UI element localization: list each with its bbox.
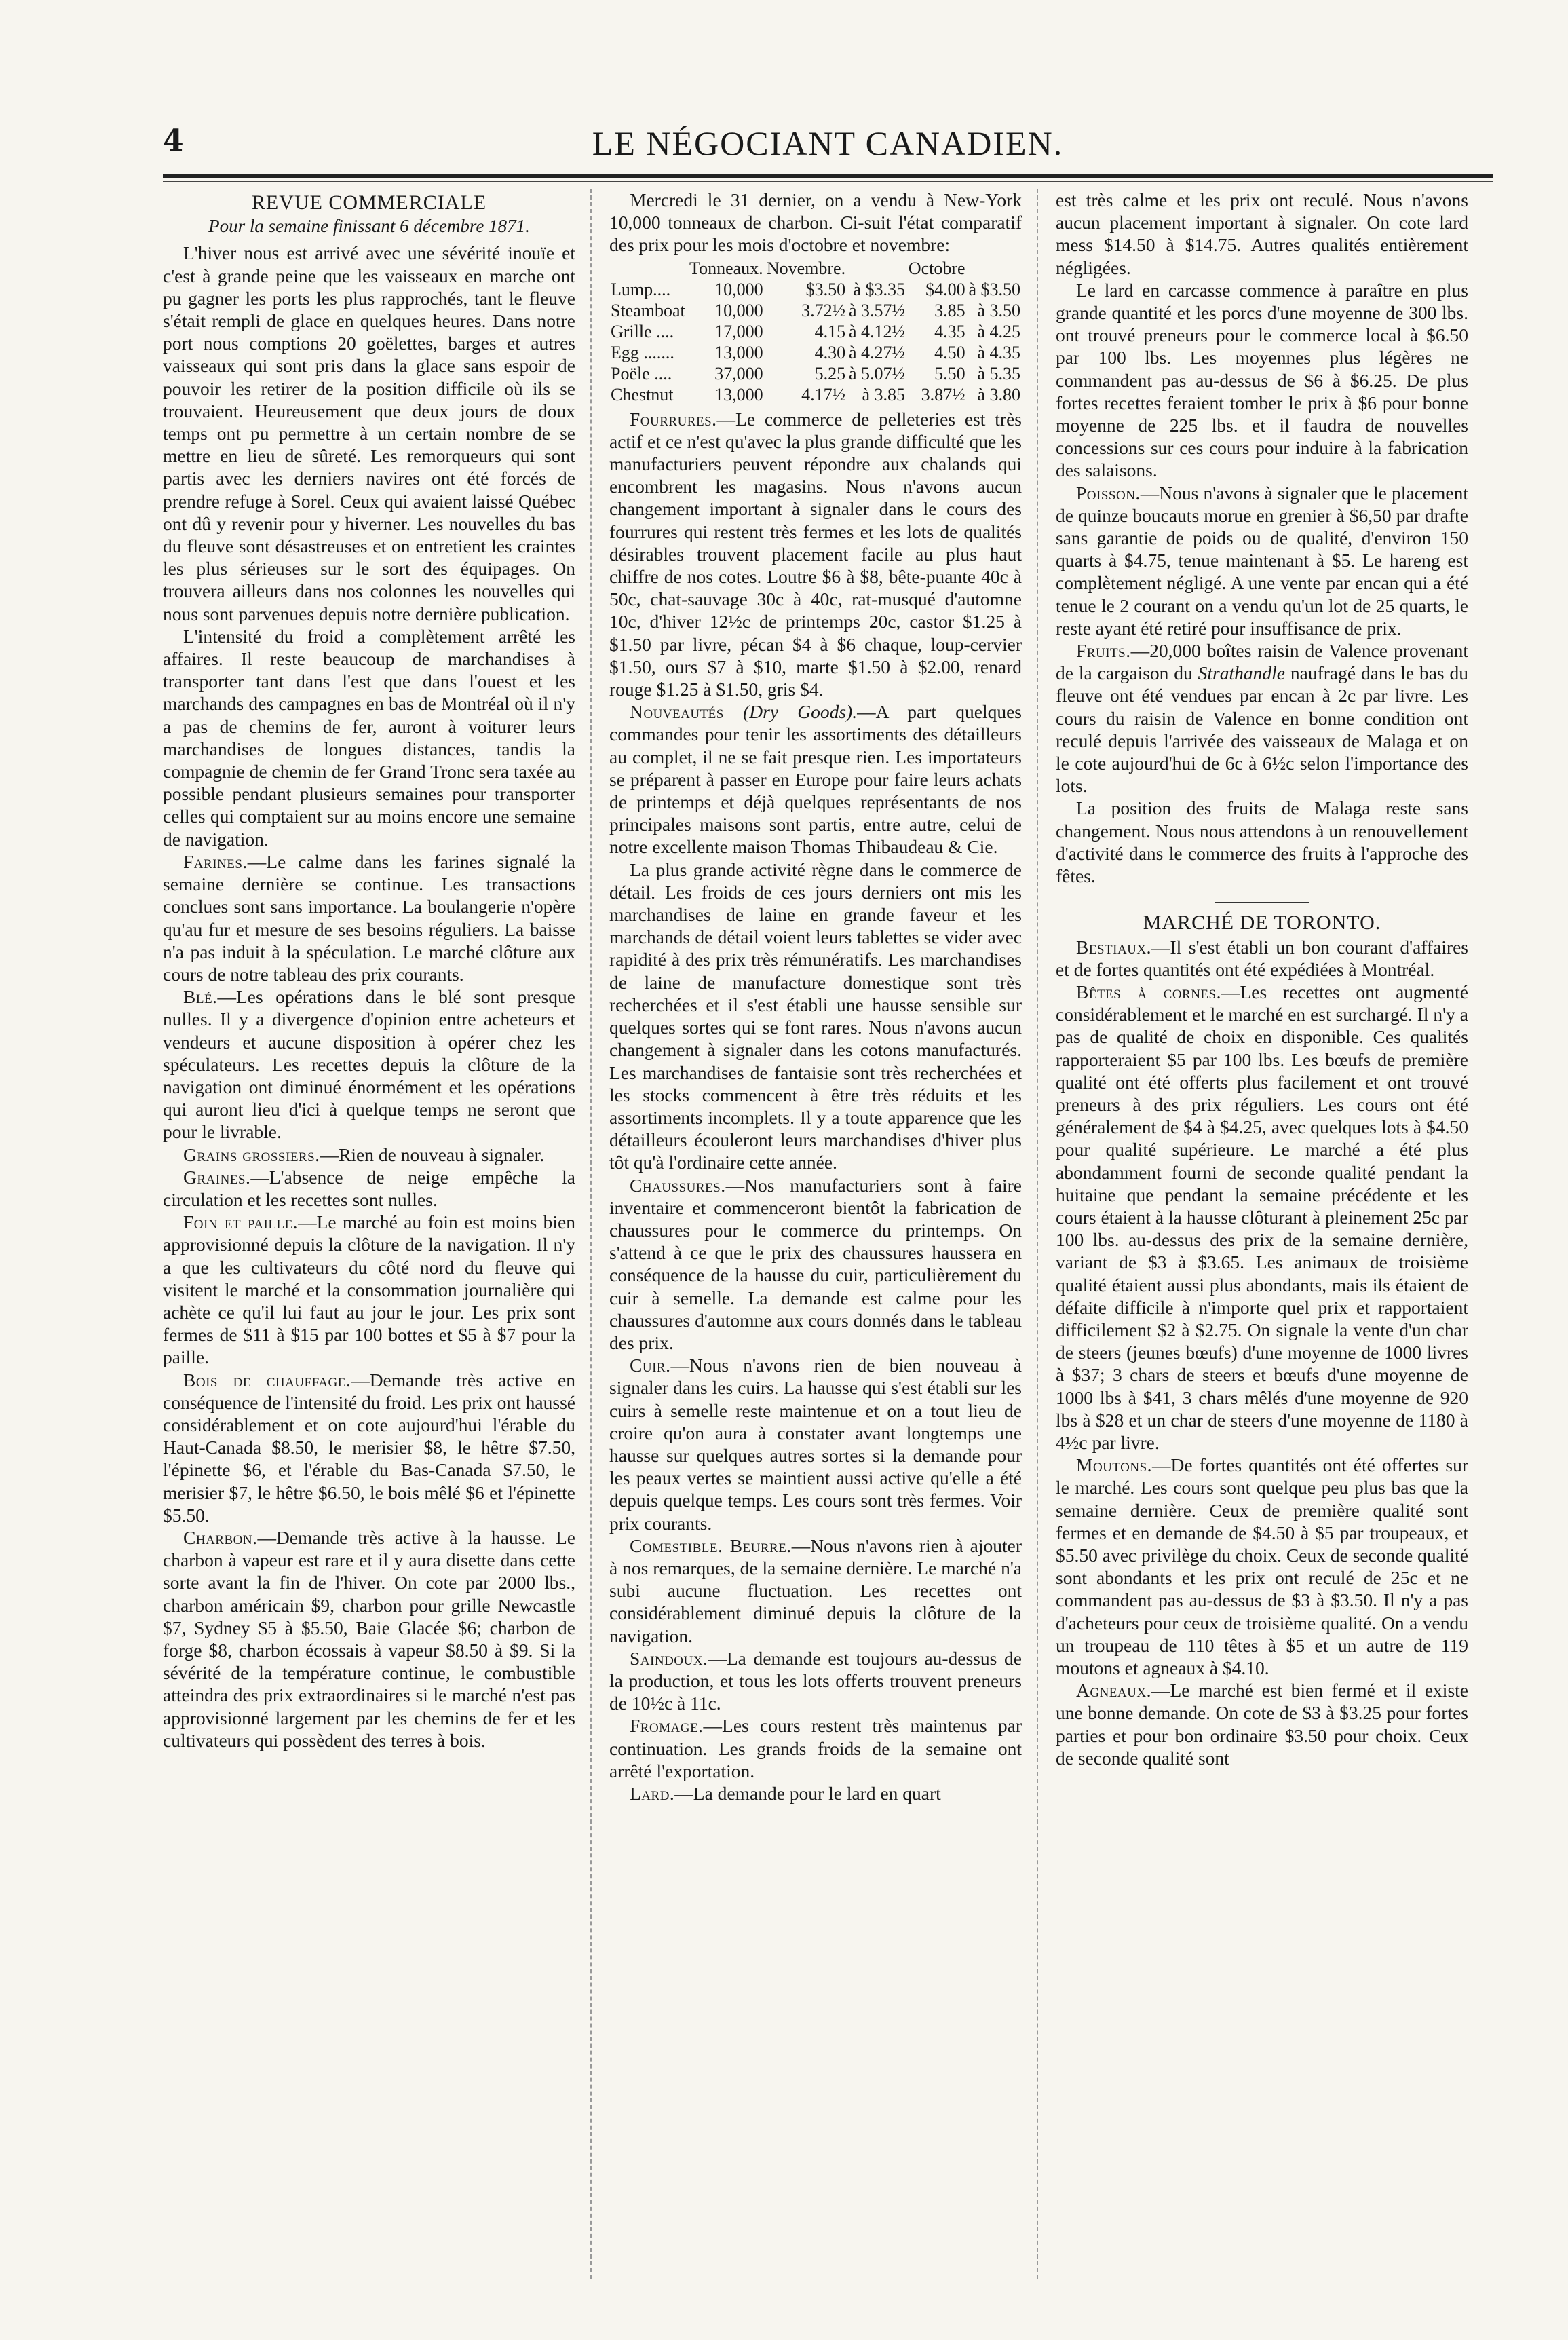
paragraph-bestiaux <box>1056 936 1468 981</box>
paragraph-text: —A part quelques commandes pour tenir les assortiments des détailleurs au complet, il ne se fait presque rien. Les importateurs se préparent à passer en Europe pour faire leurs achats de printemps et déjà quelques représentants de nos principales maisons sont partis, entre autre, celui de notre excellente maison Thomas Thibaudeau & Cie. <box>609 701 1022 858</box>
paragraph-text: —Demande très active à la hausse. Le charbon à vapeur est rare et il y aura disette dans cette sorte avant la fin de l'hiver. On cote par 2000 lbs., charbon américain $9, charbon pour grille Newcastle $7, Sydney $5 à $5.50, Baie Glacée $6; charbon de forge $8, charbon écossais à vapeur $8.50 à $9. Si la sévérité de la température continue, le combustible atteindra des prix extraordinaires si le marché n'est pas approvisionné largement par les chemins de fer et les cultivateurs qui possèdent des terres à bois. <box>163 1526 575 1751</box>
table-cell: à 3.80 <box>977 384 1020 404</box>
table-cell: Egg ....... <box>611 342 674 362</box>
paragraph: La plus grande activité règne dans le commerce de détail. Les froids de ces jours derniers ont mis les marchandises de laine en grande faveur et les marchands de détail voient leurs tablettes se vider avec rapidité à des prix très rémunératifs. Les marchandises de laine de manufacture domestique sont très recherchées et il s'est établi une hausse sensible sur quelques sortes qui se font rares. Nous n'avons aucun changement à signaler dans les cotons manufacturés. Les marchandises de fantaisie sont très recherchées et les stocks commencent à être très réduits et les assortiments incomplets. Il y a toute apparence que les détailleurs écouleront leurs marchandises d'hiver plus tôt qu'à l'ordinaire cette année. <box>609 858 1022 1173</box>
paragraph-farines <box>163 850 575 985</box>
paragraph-fromage <box>609 1714 1022 1782</box>
rubric-label: Moutons. <box>1076 1454 1153 1476</box>
table-cell: à 4.12½ <box>848 321 905 341</box>
rubric-label: Lard. <box>630 1783 675 1804</box>
rubric-label: Grains grossiers. <box>183 1144 320 1165</box>
table-cell: 10,000 <box>714 279 763 299</box>
table-cell: à 5.07½ <box>848 363 905 383</box>
rubric-label: Graines. <box>183 1166 251 1188</box>
paragraph: Mercredi le 31 dernier, on a vendu à New-York 10,000 tonneaux de charbon. Ci-suit l'état comparatif des prix pour les mois d'octobre et novembre: <box>609 189 1022 256</box>
rubric-label: Chaussures. <box>630 1174 726 1196</box>
table-cell: 4.15 <box>814 321 846 341</box>
ship-name: Strathandle <box>1198 662 1286 684</box>
rubric-label: Blé. <box>183 986 218 1008</box>
table-cell: 37,000 <box>714 363 763 383</box>
table-cell: à 3.57½ <box>848 300 905 320</box>
paragraph-fourrures <box>609 408 1022 701</box>
article-column-3 <box>1056 189 1468 2292</box>
table-header-cell: Tonneaux. <box>689 258 763 278</box>
paragraph-grains <box>163 1144 575 1166</box>
table-cell: Lump.... <box>611 279 671 299</box>
paragraph-cuir <box>609 1354 1022 1534</box>
rubric-label: Bois de chauffage. <box>183 1369 351 1391</box>
rubric-label: Charbon. <box>183 1526 258 1548</box>
rubric-label: Farines. <box>183 850 248 872</box>
table-cell: Chestnut <box>611 384 674 404</box>
table-cell: 5.50 <box>934 363 965 383</box>
table-header-cell <box>967 258 1022 279</box>
paragraph-fruits <box>1056 639 1468 797</box>
table-cell: à $3.50 <box>968 279 1020 299</box>
paragraph-moutons <box>1056 1454 1468 1679</box>
article-subtitle: Pour la semaine finissant 6 décembre 1871. <box>208 216 530 237</box>
article-column-1 <box>163 189 575 2292</box>
paragraph-text: naufragé dans le bas du fleuve ont été vendues par encan à 2c par livre. Les cours du raisin de Valence en bonne condition ont reculé depuis l'arrivée des vaisseaux de Malaga et on le cote aujourd'hui de 6c à 6½c selon l'importance des lots. <box>1056 662 1468 797</box>
paragraph-text: —Nos manufacturiers sont à faire inventaire et commenceront bientôt la fabrication de chaussures pour le commerce du printemps. On s'attend à ce que le prix des chaussures haussera en conséquence de la hausse du cuir, particulièrement du cuir à semelle. La demande est calme pour les chaussures d'automne aux cours donnés dans le tableau des prix. <box>609 1174 1022 1353</box>
paragraph-text: —Le marché est bien fermé et il existe une bonne demande. On cote de $3 à $3.25 pour fortes parties et pour bon ordinaire $3.50 pour choix. Ceux de seconde qualité sont <box>1056 1680 1468 1769</box>
paragraph-text: —Nous n'avons rien à ajouter à nos remarques, de la semaine dernière. Le marché n'a subi aucune fluctuation. Les recettes ont considérablement diminué depuis la clôture de la navigation. <box>609 1534 1022 1646</box>
paragraph-text: —Les opérations dans le blé sont presque nulles. Il y a divergence d'opinion entre acheteurs et vendeurs et aucune disposition à opérer chez les spéculateurs. Les recettes depuis la clôture de la navigation ont diminué énormément et les opérations qui auront lieu d'ici à quelque temps ne seront que pour le livrable. <box>163 986 575 1143</box>
article-column-2 <box>609 189 1022 2292</box>
paragraph-text: —Il s'est établi un bon courant d'affaires et de fortes quantités ont été expédiées à Montréal. <box>1056 936 1468 980</box>
paragraph-agneaux <box>1056 1679 1468 1769</box>
rubric-label-italic: (Dry Goods). <box>743 701 858 723</box>
table-cell: 13,000 <box>714 342 763 362</box>
table-header-cell <box>847 258 906 279</box>
paragraph-nouveautes <box>609 700 1022 858</box>
paragraph: L'hiver nous est arrivé avec une sévérité inouïe et c'est à grande peine que les vaisseaux en marche ont pu gagner les ports les plus rapprochés, tant le fleuve s'était rempli de glace en quelques heures. Dans notre port nous comptions 20 goëlettes, barges et autres vaisseaux qui sont pris dans la glace sans espoir de pouvoir les retirer de la position difficile où ils se trouvaient. Heureusement que deux jours de doux temps ont pu permettre à un certain nombre de se mettre en lieu de sûreté. Les remorqueurs qui sont partis avec les derniers navires ont été forcés de prendre refuge à Sorel. Ceux qui avaient laissé Québec ont dû y revenir pour y hiverner. Les nouvelles du bas du fleuve sont désastreuses et on entretient les craintes les plus sérieuses sur le sort des équipages. On trouvera ailleurs dans nos colonnes les nouvelles qui nous sont parvenues depuis notre dernière publication. <box>163 242 575 624</box>
paragraph-ble <box>163 985 575 1143</box>
rubric-label: Comestible. Beurre. <box>630 1534 792 1556</box>
table-header-cell: Novembre. <box>766 258 846 278</box>
table-cell: 3.72½ <box>801 300 846 320</box>
column-divider <box>1037 189 1038 2279</box>
paragraph: La position des fruits de Malaga reste sans changement. Nous nous attendons à un renouvellement d'activité dans le commerce des fruits à l'approche des fêtes. <box>1056 797 1468 887</box>
table-cell: 17,000 <box>714 321 763 341</box>
table-cell: Steamboat <box>611 300 685 320</box>
rubric-label: Fourrures. <box>630 408 717 430</box>
paragraph-betes <box>1056 981 1468 1454</box>
paragraph-graines <box>163 1166 575 1211</box>
paragraph-text: —Les recettes ont augmenté considérablement et le marché en est surchargé. Il n'y a pas de qualité de choix en disponible. Ces qualités rapporteraient $5 par 100 lbs. Les bœufs de première qualité ont été offerts plus facilement et ont trouvé preneurs à des prix réguliers. Les cours ont été généralement de $4 à $4.25, avec quelques lots à $4.50 pour qualité supérieure. Le marché a été plus abondamment fourni de seconde qualité pendant la huitaine que pendant la semaine précédente et les cours étaient à la hausse clôturant à pleinement 25c par 100 lbs. au-dessus des prix de la semaine dernière, variant de $3 à $3.65. Les animaux de troisième qualité étaient aussi plus abondants, mais ils étaient de défaite difficile à n'importe quel prix et rapportaient difficilement $2 à $2.75. On signale la vente d'un char de steers (jeunes bœufs) d'une moyenne de 1000 livres à $37; 3 chars de steers et bœufs d'une moyenne de 1000 lbs à $41, 3 chars mêlés d'une moyenne de 920 lbs à $28 et un char de steers d'une moyenne de 1180 à 4½c par livre. <box>1056 981 1468 1453</box>
coal-price-table <box>609 258 1022 405</box>
table-cell: à 4.27½ <box>848 342 905 362</box>
table-cell: à 4.25 <box>977 321 1020 341</box>
paragraph-comestible <box>609 1534 1022 1647</box>
header-rule-thick <box>163 174 1493 178</box>
table-cell: 4.30 <box>814 342 846 362</box>
table-header-cell <box>609 258 687 279</box>
paragraph-chaussures <box>609 1174 1022 1355</box>
paragraph-text: —La demande pour le lard en quart <box>674 1783 941 1804</box>
article-title: REVUE COMMERCIALE <box>251 191 487 214</box>
header-rule-thin <box>163 181 1493 182</box>
paragraph-text: —Nous n'avons à signaler que le placement de quinze boucauts morue en grenier à $6,50 par drafte sans garantie de poids ou de qualité, d'environ 150 quarts à $4.75, tenue maintenant à $5. Le hareng est complètement négligé. A une vente par encan qui a été tenue le 2 courant on a vendu qu'un lot de 25 quarts, le reste ayant été retiré pour insuffisance de prix. <box>1056 482 1468 639</box>
section-title: MARCHÉ DE TORONTO. <box>1143 911 1381 935</box>
table-cell: 4.50 <box>934 342 965 362</box>
table-cell: 4.35 <box>934 321 965 341</box>
paragraph-text: —20,000 boîtes raisin de Valence provenant de la cargaison du <box>1056 640 1468 684</box>
table-cell: Poële .... <box>611 363 672 383</box>
table-cell: à $3.35 <box>853 279 905 299</box>
table-row <box>609 300 1022 321</box>
rubric-label: Poisson. <box>1076 482 1141 504</box>
table-cell: à 5.35 <box>977 363 1020 383</box>
column-divider <box>590 189 592 2279</box>
table-cell: à 4.35 <box>977 342 1020 362</box>
rubric-label: Fromage. <box>630 1715 704 1737</box>
table-row <box>609 342 1022 363</box>
paragraph-text: —Le commerce de pelleteries est très actif et ce n'est qu'avec la plus grande difficulté que les manufacturiers peuvent répondre aux chalands qui encombrent les magasins. Nous n'avons aucun changement important à signaler dans le cours des fourrures qui restent très fermes et les lots de qualités désirables trouvent placement facile au plus haut chiffre de nos cotes. Loutre $6 à $8, bête-puante 40c à 50c, chat-sauvage 30c à 40c, rat-musqué d'automne 10c, d'hiver 12½c de printemps 20c, castor $1.25 à $1.50 par livre, pécan $4 à $6 chaque, loup-cervier $1.50, ours $7 à $10, marte $1.50 à $2.00, renard rouge $1.25 à $1.50, gris $4. <box>609 408 1022 700</box>
rubric-label: Nouveautés <box>630 701 724 723</box>
paragraph-charbon <box>163 1526 575 1752</box>
section-divider <box>1215 902 1309 903</box>
paragraph-text: —Le marché au foin est moins bien approvisionné depuis la clôture de la navigation. Il n'y a que les cultivateurs du côté nord du fleuve qui visitent le marché et la consommation journalière qui achète ce qu'il lui faut au jour le jour. Les prix sont fermes de $11 à $15 par 100 bottes et $5 à $7 pour la paille. <box>163 1211 575 1368</box>
rubric-label: Bestiaux. <box>1076 936 1151 958</box>
table-cell: 3.85 <box>934 300 965 320</box>
newspaper-masthead: LE NÉGOCIANT CANADIEN. <box>592 124 1064 162</box>
paragraph-lard <box>609 1782 1022 1805</box>
table-cell: 3.87½ <box>921 384 965 404</box>
paragraph-text: —Rien de nouveau à signaler. <box>320 1144 545 1165</box>
table-header-cell: Octobre <box>908 258 965 278</box>
paragraph-text: —Nous n'avons rien de bien nouveau à signaler dans les cuirs. La hausse qui s'est établi sur les cuirs à semelle reste maintenue et on a tout lieu de croire qu'on aura à constater avant longtemps une hausse sur quelques autres sortes si la demande pour les peaux vertes se maintient aussi active qu'elle a été depuis quelque temps. Les cours sont très fermes. Voir prix courants. <box>609 1355 1022 1534</box>
table-cell: 10,000 <box>714 300 763 320</box>
table-header-row <box>609 258 1022 279</box>
table-cell: $4.00 <box>925 279 965 299</box>
paragraph-text: —Les cours restent très maintenus par continuation. Les grands froids de la semaine ont arrêté l'exportation. <box>609 1715 1022 1781</box>
page-number: 4 <box>163 124 184 158</box>
paragraph-foin <box>163 1211 575 1368</box>
paragraph: est très calme et les prix ont reculé. Nous n'avons aucun placement important à signaler. On cote lard mess $14.50 à $14.75. Autres qualités entièrement négligées. <box>1056 189 1468 278</box>
table-cell: à 3.50 <box>977 300 1020 320</box>
paragraph: L'intensité du froid a complètement arrêté les affaires. Il reste beaucoup de marchandises à transporter tant dans l'est que dans l'ouest et les marchands des campagnes en bas de Montréal où il n'y a pas de chemins de fer, auront à voiturer leurs marchandises de longues distances, tandis la compagnie de chemin de fer Grand Tronc sera taxée au possible pendant plusieurs semaines pour transporter celles qui comptaient sur au moins encore une semaine de navigation. <box>163 625 575 850</box>
table-cell: 4.17½ <box>801 384 846 404</box>
rubric-label: Foin et paille. <box>183 1211 299 1233</box>
rubric-label: Agneaux. <box>1076 1680 1151 1701</box>
table-row <box>609 363 1022 384</box>
paragraph: Le lard en carcasse commence à paraître en plus grande quantité et les porcs d'une moyenne de 300 lbs. ont trouvé preneurs pour le commerce local à $6.50 par 100 lbs. Les moyennes plus légères ne commandent pas au-dessus de $6 à $6.25. De plus fortes recettes feraient tomber le prix à $6 pour bonne moyenne de 225 lbs. et il faudra de nouvelles concessions sur ces cours pour induire à la fabrication des salaisons. <box>1056 279 1468 481</box>
table-cell: $3.50 <box>805 279 846 299</box>
paragraph-text: —La demande est toujours au-dessus de la production, et tous les lots offerts trouvent preneurs de 10½c à 11c. <box>609 1647 1022 1714</box>
rubric-label: Saindoux. <box>630 1647 708 1669</box>
table-row <box>609 279 1022 300</box>
paragraph-saindoux <box>609 1647 1022 1715</box>
paragraph-poisson <box>1056 482 1468 639</box>
table-cell: à 3.85 <box>862 384 905 404</box>
rubric-label: Bêtes à cornes. <box>1076 981 1221 1002</box>
table-row <box>609 384 1022 405</box>
rubric-label: Cuir. <box>630 1355 671 1376</box>
table-cell: Grille .... <box>611 321 674 341</box>
paragraph-text: —De fortes quantités ont été offertes sur le marché. Les cours sont quelque peu plus bas que la semaine dernière. Ceux de première qualité sont fermes et en demande de $4.50 à $5 par troupeaux, et $5.50 avec privilège du choix. Ceux de seconde qualité sont abondants et les prix ont reculé de 25c et ne commandent pas au-dessus de $3 à $3.50. Il n'y a pas d'acheteurs pour ceux de troisième qualité. On a vendu un troupeau de 110 têtes à $5 et un autre de 119 moutons et agneaux à $4.10. <box>1056 1454 1468 1678</box>
rubric-label: Fruits. <box>1076 640 1131 662</box>
table-cell: 5.25 <box>814 363 846 383</box>
paragraph-bois <box>163 1369 575 1526</box>
paragraph-text: —Demande très active en conséquence de l'intensité du froid. Les prix ont haussé considérablement et on cote aujourd'hui l'érable du Haut-Canada $8.50, le merisier $8, le hêtre $7.50, l'épinette $6, et l'érable du Bas-Canada $7.50, le merisier $7, le hêtre $6.50, le bois mêlé $6 et l'épinette $5.50. <box>163 1369 575 1526</box>
table-cell: 13,000 <box>714 384 763 404</box>
paragraph-text: —L'absence de neige empêche la circulation et les recettes sont nulles. <box>163 1166 575 1210</box>
page-header <box>163 124 1493 171</box>
paragraph-text: —Le calme dans les farines signalé la semaine dernière se continue. Les transactions conclues sont sans importance. La boulangerie n'opère qu'au fur et mesure de ses besoins réguliers. La baisse n'a pas induit à la spéculation. Le marché clôture aux cours de notre tableau des prix courants. <box>163 850 575 985</box>
table-row <box>609 321 1022 342</box>
